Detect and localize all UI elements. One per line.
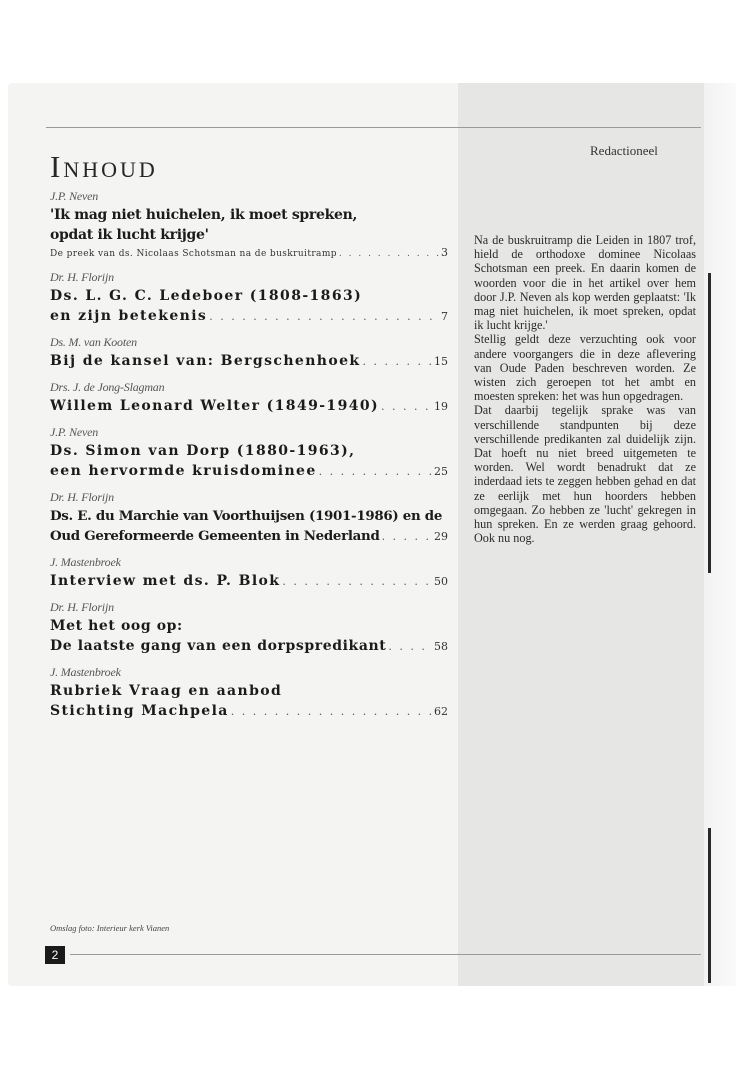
entry-title-line: Ds. Simon van Dorp (1880-1963), <box>50 443 356 459</box>
dot-leader <box>381 397 432 417</box>
entry-author: Ds. M. van Kooten <box>50 335 137 349</box>
entry-title-line <box>50 571 448 592</box>
dot-leader <box>319 462 432 482</box>
editorial-body <box>474 233 696 545</box>
magazine-page <box>8 83 736 986</box>
entry-title-text: een hervormde kruisdominee <box>50 463 317 479</box>
toc-entry <box>50 188 448 262</box>
entry-title-text: en zijn betekenis <box>50 308 208 324</box>
entry-title-line <box>50 636 448 657</box>
entry-page-number: 19 <box>434 400 448 413</box>
entry-title-line: opdat ik lucht krijge' <box>50 227 209 243</box>
entry-subtitle-text: De preek van ds. Nicolaas Schotsman na de buskruitramp <box>50 249 337 259</box>
top-rule <box>46 127 701 128</box>
cover-photo-caption: Omslag foto: Interieur kerk Vianen <box>50 923 170 933</box>
entry-title-line <box>50 396 448 417</box>
bottom-rule <box>70 954 701 955</box>
dot-leader <box>282 572 432 592</box>
entry-page-number: 15 <box>434 355 448 368</box>
editorial-paragraph: Na de buskruitramp die Leiden in 1807 trof, hield de orthodoxe dominee Nicolaas Schotsman een preek. En daarin komen de woorden voor die in het artikel over hem door J.P. Neven als kop werden geplaatst: 'Ik mag niet huichelen, ik moet spreken, opdat ik lucht krijge.' <box>474 233 696 333</box>
dot-leader <box>339 246 439 262</box>
entry-author: Dr. H. Florijn <box>50 600 114 614</box>
toc-entry <box>50 489 448 547</box>
entry-title-text: Willem Leonard Welter (1849-1940) <box>50 398 380 414</box>
toc-entry <box>50 599 448 657</box>
page-edge-mark <box>708 828 711 983</box>
toc-entry <box>50 269 448 327</box>
entry-page-number: 25 <box>434 465 448 478</box>
page-title: Inhoud <box>50 149 158 184</box>
dot-leader <box>209 307 439 327</box>
dot-leader <box>363 352 432 372</box>
entry-author: J. Mastenbroek <box>50 665 121 679</box>
entry-author: Dr. H. Florijn <box>50 270 114 284</box>
entry-title-line: Ds. L. G. C. Ledeboer (1808-1863) <box>50 288 363 304</box>
dot-leader <box>231 702 432 722</box>
entry-page-number: 3 <box>441 246 448 259</box>
editorial-heading: Redactioneel <box>590 143 658 158</box>
entry-title-line <box>50 461 448 482</box>
toc-entry <box>50 554 448 592</box>
toc-entry <box>50 664 448 722</box>
dot-leader <box>388 637 432 657</box>
table-of-contents <box>50 188 448 729</box>
entry-author: J. Mastenbroek <box>50 555 121 569</box>
entry-author: Dr. H. Florijn <box>50 490 114 504</box>
entry-title-text: Stichting Machpela <box>50 703 229 719</box>
entry-title-line: 'Ik mag niet huichelen, ik moet spreken, <box>50 207 358 223</box>
entry-page-number: 58 <box>434 640 448 653</box>
toc-entry <box>50 379 448 417</box>
entry-subtitle <box>50 245 448 262</box>
entry-title-line: Ds. E. du Marchie van Voorthuijsen (1901-1986) en de <box>50 508 443 524</box>
entry-author: Drs. J. de Jong-Slagman <box>50 380 165 394</box>
editorial-paragraph: Stellig geldt deze verzuchting ook voor andere voorgangers die in deze aflevering van Oude Paden beschreven worden. Ze wisten zich geroepen tot het ambt en moesten spreken: het was hun opgedragen. <box>474 332 696 404</box>
editorial-paragraph: Dat daarbij tegelijk sprake was van verschillende standpunten bij deze verschillende predikanten zal duidelijk zijn. Dat hoeft nu niet breed uitgemeten te worden. Wel wordt benadrukt dat ze inderdaad iets te zeggen hebben gehad en dat ze eerlijk met hun hoorders hebben omgegaan. Zo hebben ze 'lucht' gekregen in hun spreken. En ze werden graag gehoord. Ook nu nog. <box>474 403 696 546</box>
entry-title-line <box>50 306 448 327</box>
entry-title-line <box>50 526 448 547</box>
entry-title-line <box>50 351 448 372</box>
entry-title-line: Met het oog op: <box>50 618 183 634</box>
page-edge-mark <box>708 273 711 573</box>
entry-title-text: De laatste gang van een dorpspredikant <box>50 638 387 654</box>
entry-author: J.P. Neven <box>50 189 99 203</box>
entry-title-text: Interview met ds. P. Blok <box>50 573 281 589</box>
toc-entry <box>50 424 448 482</box>
toc-entry <box>50 334 448 372</box>
entry-page-number: 50 <box>434 575 448 588</box>
entry-page-number: 29 <box>434 530 448 543</box>
entry-title-text: Oud Gereformeerde Gemeenten in Nederland <box>50 528 380 544</box>
entry-title-line: Rubriek Vraag en aanbod <box>50 683 283 699</box>
entry-page-number: 7 <box>441 310 448 323</box>
page-number: 2 <box>45 946 65 964</box>
entry-page-number: 62 <box>434 705 448 718</box>
dot-leader <box>382 527 432 547</box>
entry-author: J.P. Neven <box>50 425 99 439</box>
entry-title-text: Bij de kansel van: Bergschenhoek <box>50 353 361 369</box>
entry-title-line <box>50 701 448 722</box>
